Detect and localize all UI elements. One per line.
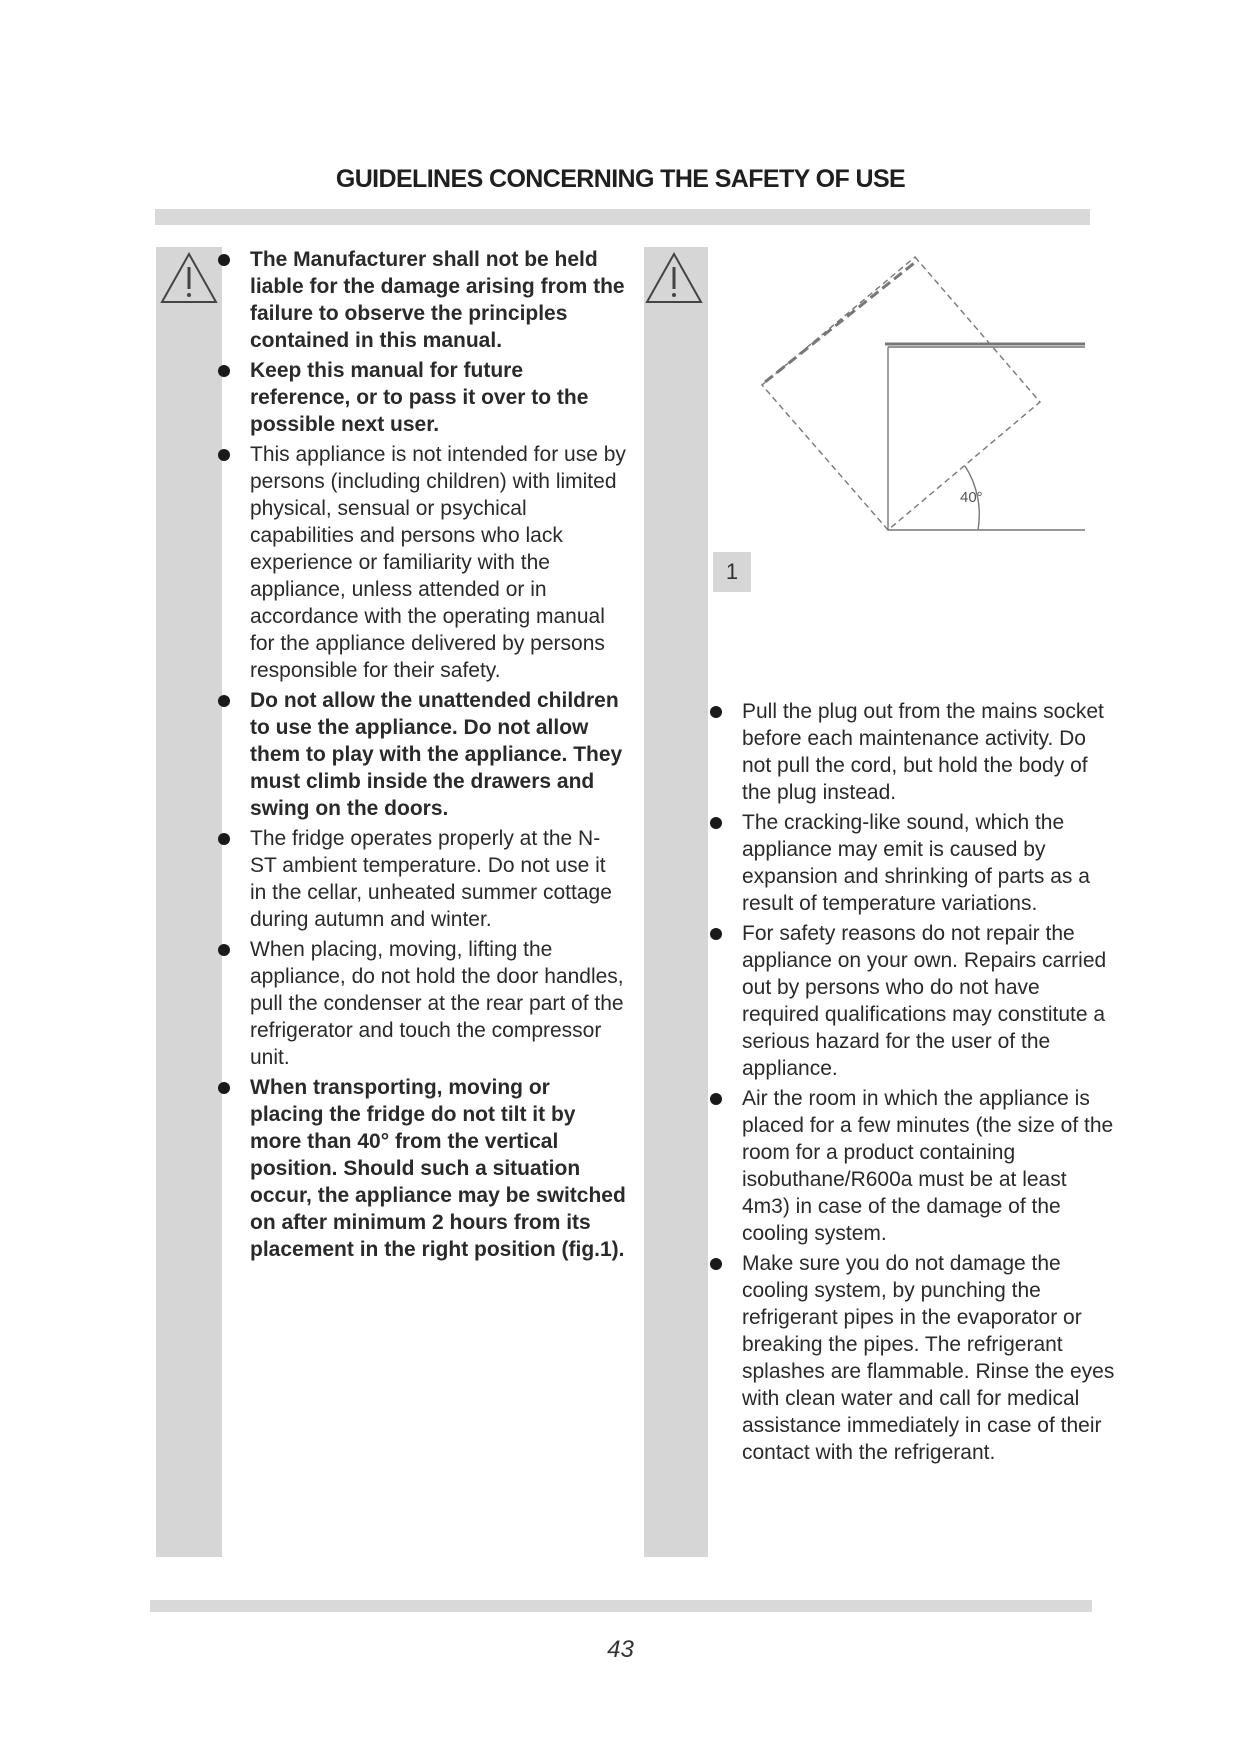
list-item: For safety reasons do not repair the appliance on your own. Repairs carried out by persons who do not have required qualifications may constitute a serious hazard for the user of the appliance. <box>708 920 1118 1082</box>
right-warning-bar <box>644 247 708 1557</box>
tilt-angle-diagram <box>740 252 1100 542</box>
bullet-icon <box>218 254 230 266</box>
bullet-icon <box>710 1258 722 1270</box>
bullet-icon <box>218 365 230 377</box>
list-item: Pull the plug out from the mains socket before each maintenance activity. Do not pull the cord, but hold the body of the plug instead. <box>708 698 1118 806</box>
bullet-icon <box>218 695 230 707</box>
warning-triangle-icon <box>158 250 220 306</box>
list-item: When transporting, moving or placing the fridge do not tilt it by more than 40° from the vertical position. Should such a situation occur, the appliance may be switched on after minimum 2 hours from its placement in the right position (fig.1). <box>216 1074 626 1263</box>
list-item: The fridge operates properly at the N-ST ambient temperature. Do not use it in the cellar, unheated summer cottage during autumn and winter. <box>216 825 626 933</box>
list-item: The Manufacturer shall not be held liable for the damage arising from the failure to observe the principles contained in this manual. <box>216 246 626 354</box>
list-item: Keep this manual for future reference, or to pass it over to the possible next user. <box>216 357 626 438</box>
bullet-icon <box>218 1082 230 1094</box>
list-item: The cracking-like sound, which the appliance may emit is caused by expansion and shrinking of parts as a result of temperature variations. <box>708 809 1118 917</box>
bullet-icon <box>218 449 230 461</box>
left-column <box>216 246 626 1266</box>
bullet-icon <box>218 833 230 845</box>
bullet-icon <box>710 1093 722 1105</box>
page-number: 43 <box>607 1636 634 1663</box>
bullet-icon <box>710 706 722 718</box>
right-column <box>708 698 1118 1469</box>
footer-rule <box>150 1600 1092 1612</box>
bullet-icon <box>710 817 722 829</box>
figure-number: 1 <box>713 552 751 592</box>
bullet-icon <box>218 944 230 956</box>
bullet-icon <box>710 928 722 940</box>
page-title: GUIDELINES CONCERNING THE SAFETY OF USE <box>335 165 906 193</box>
list-item: Air the room in which the appliance is placed for a few minutes (the size of the room for a product containing isobuthane/R600a must be at least 4m3) in case of the damage of the cooling system. <box>708 1085 1118 1247</box>
left-warning-bar <box>156 247 222 1557</box>
list-item: This appliance is not intended for use by persons (including children) with limited physical, sensual or psychical capabilities and persons who lack experience or familiarity with the appliance, unless attended or in accordance with the operating manual for the appliance delivered by persons responsible for their safety. <box>216 441 626 684</box>
list-item: When placing, moving, lifting the appliance, do not hold the door handles, pull the condenser at the rear part of the refrigerator and touch the compressor unit. <box>216 936 626 1071</box>
warning-triangle-icon <box>643 250 705 306</box>
angle-label: 40° <box>960 489 983 506</box>
list-item: Do not allow the unattended children to use the appliance. Do not allow them to play with the appliance. They must climb inside the drawers and swing on the doors. <box>216 687 626 822</box>
header-rule <box>155 209 1090 225</box>
list-item: Make sure you do not damage the cooling system, by punching the refrigerant pipes in the evaporator or breaking the pipes. The refrigerant splashes are flammable. Rinse the eyes with clean water and call for medical assistance immediately in case of their contact with the refrigerant. <box>708 1250 1118 1466</box>
